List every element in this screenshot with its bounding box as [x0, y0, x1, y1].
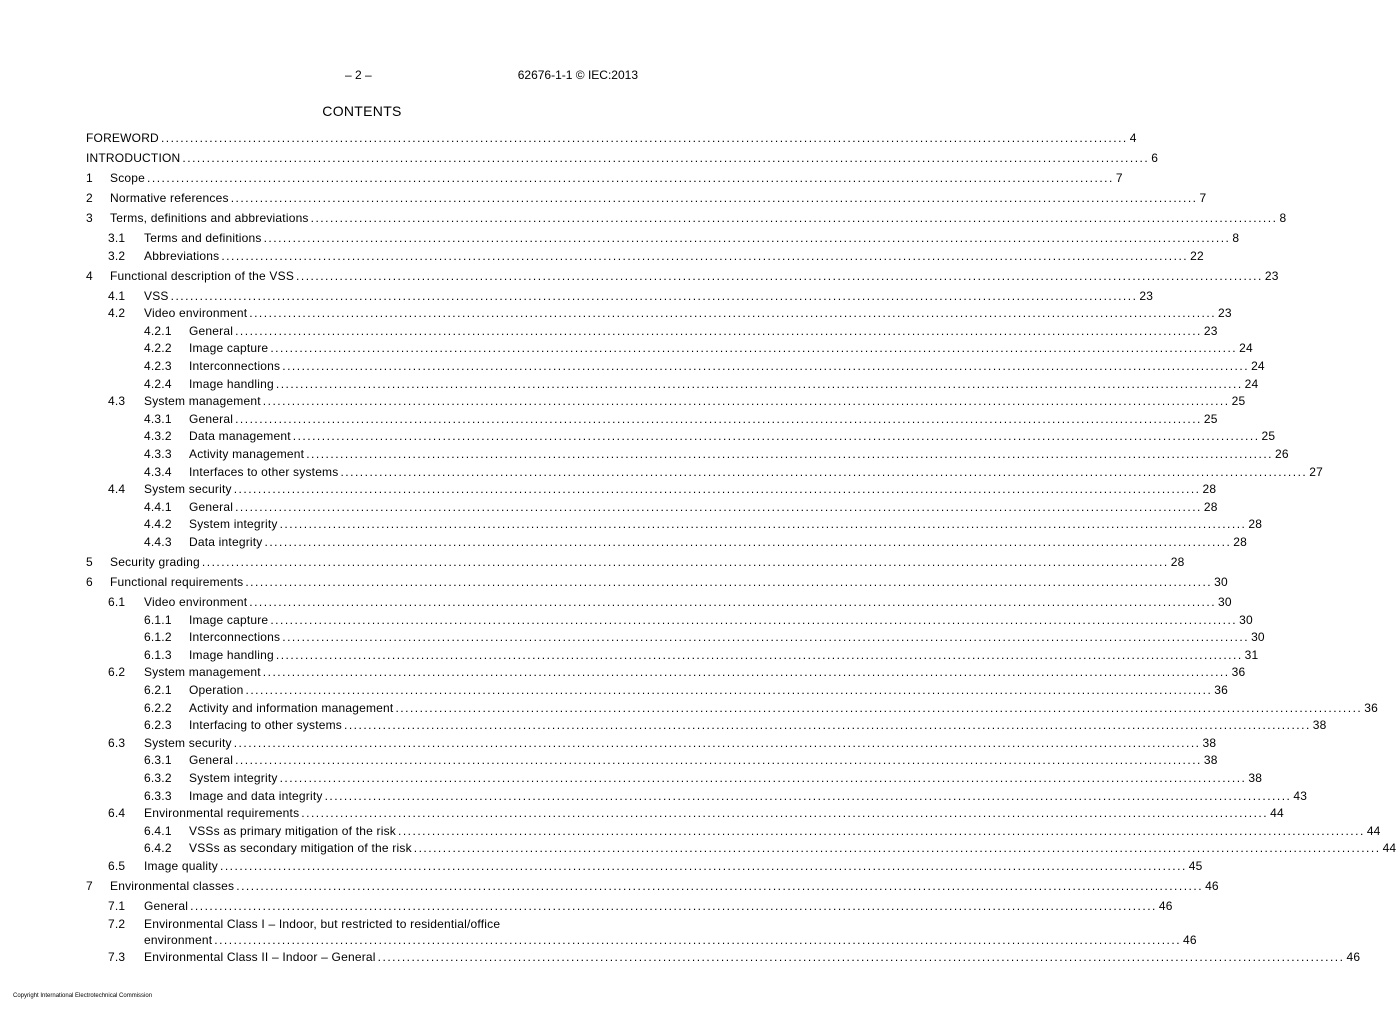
dot-leader: ........................................................................................................................................................................................................ [292, 429, 1260, 444]
dot-leader: ........................................................................................................................................................................................................ [282, 359, 1250, 373]
toc-entry-page: 36 [1364, 700, 1378, 715]
toc-entry[interactable] [86, 898, 1173, 914]
dot-leader: ........................................................................................................................................................................................................ [236, 879, 1204, 893]
copyright-footer: Copyright International Electrotechnical Commission [13, 993, 153, 999]
toc-entry-page: 8 [1232, 231, 1240, 245]
toc-entry-title: Activity and information management [189, 700, 394, 715]
toc-entry[interactable] [86, 574, 1228, 590]
toc-entry-page: 46 [1183, 932, 1197, 947]
toc-entry-page: 23 [1139, 288, 1154, 303]
toc-entry-number: 6.3.1 [144, 753, 172, 768]
toc-entry-number: 6.3.3 [144, 788, 172, 803]
toc-entry-title: Image handling [189, 647, 274, 662]
toc-entry-title: Video environment [144, 595, 248, 609]
toc-entry[interactable] [86, 629, 1265, 645]
toc-entry-page: 24 [1251, 359, 1265, 373]
toc-entry-page: 7 [1115, 171, 1123, 185]
toc-entry-number: 4.3 [108, 394, 126, 409]
toc-entry-page: 44 [1270, 806, 1284, 821]
toc-entry[interactable] [86, 805, 1284, 821]
toc-entry[interactable] [86, 612, 1253, 628]
toc-entry-page: 30 [1214, 575, 1228, 589]
toc-entry-page: 25 [1203, 411, 1218, 426]
toc-entry[interactable] [86, 752, 1218, 768]
toc-entry-number: 4.4.1 [144, 499, 172, 514]
toc-entry[interactable] [86, 499, 1218, 515]
toc-entry-number: 6.2.2 [144, 700, 172, 715]
toc-entry[interactable] [86, 190, 1207, 206]
toc-entry-title: Terms, definitions and abbreviations [110, 211, 309, 225]
toc-entry[interactable] [86, 516, 1263, 532]
contents-title: CONTENTS [322, 103, 402, 119]
dot-leader: ........................................................................................................................................................................................................ [233, 482, 1201, 497]
toc-entry-title-continued: environment [144, 932, 213, 947]
toc-entry-title: Environmental Class I – Indoor, but restricted to residential/office [144, 916, 501, 931]
toc-entry-title: General [189, 753, 234, 768]
toc-entry-title: VSSs as primary mitigation of the risk [189, 823, 397, 838]
toc-entry-title: Environmental Class II – Indoor – General [144, 950, 376, 965]
toc-entry-page: 46 [1346, 950, 1361, 965]
dot-leader: ........................................................................................................................................................................................................ [270, 341, 1238, 356]
toc-entry-page: 23 [1203, 323, 1218, 338]
toc-entry-page: 28 [1202, 482, 1217, 497]
dot-leader: ........................................................................................................................................................................................................ [249, 306, 1217, 321]
toc-entry-number: 4.2.1 [144, 323, 172, 338]
dot-leader: ........................................................................................................................................................................................................ [310, 211, 1278, 225]
toc-entry-page: 46 [1158, 899, 1173, 913]
dot-leader: ........................................................................................................................................................................................................ [219, 859, 1187, 873]
toc-entry[interactable] [86, 288, 1154, 304]
dot-leader: ........................................................................................................................................................................................................ [395, 700, 1363, 715]
toc-entry-number: 6.1 [108, 595, 126, 609]
toc-entry-number: 3.1 [108, 231, 126, 245]
toc-entry-page: 45 [1188, 859, 1203, 873]
toc-entry-page: 7 [1199, 191, 1207, 205]
toc-entry-title: System integrity [189, 771, 278, 785]
dot-leader: ........................................................................................................................................................................................................ [344, 718, 1311, 733]
toc-entry[interactable] [86, 446, 1289, 462]
dot-leader: ........................................................................................................................................................................................................ [233, 735, 1201, 750]
toc-entry-number: 4.4.3 [144, 535, 172, 549]
toc-entry-page: 30 [1218, 595, 1232, 609]
toc-entry-title: Interconnections [189, 359, 281, 373]
toc-entry-number: 3.2 [108, 248, 126, 263]
toc-entry[interactable] [86, 534, 1248, 550]
toc-entry[interactable] [86, 170, 1123, 186]
toc-entry[interactable] [86, 393, 1246, 409]
toc-entry-number: 4.1 [108, 288, 126, 303]
toc-entry-title: FOREWORD [86, 131, 159, 145]
toc-entry-page: 30 [1251, 630, 1265, 645]
dot-leader: ........................................................................................................................................................................................................ [296, 268, 1263, 283]
toc-entry-title: Interconnections [189, 630, 281, 645]
toc-entry[interactable] [86, 481, 1217, 497]
dot-leader: ........................................................................................................................................................................................................ [182, 151, 1150, 165]
toc-entry-number: 6.5 [108, 859, 126, 873]
toc-entry[interactable] [86, 376, 1259, 392]
dot-leader: ........................................................................................................................................................................................................ [340, 464, 1308, 479]
toc-entry-title: System security [144, 482, 232, 497]
toc-entry-page: 36 [1214, 683, 1229, 697]
toc-entry-number: 7.3 [108, 950, 126, 965]
toc-entry[interactable] [86, 210, 1287, 226]
toc-entry-title: INTRODUCTION [86, 151, 181, 165]
toc-entry[interactable] [86, 554, 1185, 570]
dot-leader: ........................................................................................................................................................................................................ [201, 555, 1169, 569]
toc-entry-page: 23 [1218, 306, 1232, 321]
toc-entry[interactable] [86, 700, 1378, 716]
toc-entry-page: 8 [1279, 211, 1287, 225]
toc-entry-page: 43 [1293, 788, 1308, 803]
toc-entry-number: 4.2 [108, 306, 126, 321]
toc-entry-number: 6.4.2 [144, 841, 172, 856]
toc-entry-number: 6.3 [108, 735, 126, 750]
toc-entry-page: 38 [1203, 753, 1218, 768]
dot-leader: ........................................................................................................................................................................................................ [160, 131, 1128, 145]
toc-entry-page: 28 [1233, 535, 1248, 549]
toc-entry-page: 28 [1248, 517, 1263, 532]
toc-entry-title: Operation [189, 683, 244, 697]
toc-entry[interactable] [86, 664, 1246, 680]
dot-leader: ........................................................................................................................................................................................................ [170, 288, 1138, 303]
toc-entry-page: 36 [1231, 665, 1246, 680]
dot-leader: ........................................................................................................................................................................................................ [275, 376, 1243, 391]
dot-leader: ........................................................................................................................................................................................................ [275, 647, 1243, 662]
toc-entry-number: 4.2.3 [144, 359, 172, 373]
toc-entry[interactable] [86, 248, 1204, 264]
toc-entry-page: 30 [1239, 612, 1253, 627]
toc-entry-number: 6.2.3 [144, 718, 172, 733]
toc-entry-title: Image handling [189, 376, 274, 391]
dot-leader: ........................................................................................................................................................................................................ [270, 612, 1238, 627]
toc-entry[interactable] [86, 916, 1197, 948]
toc-entry[interactable] [86, 682, 1229, 698]
dot-leader: ........................................................................................................................................................................................................ [190, 899, 1157, 913]
toc-entry-page: 38 [1248, 771, 1263, 785]
dot-leader: ........................................................................................................................................................................................................ [235, 499, 1202, 514]
toc-entry-number: 3 [86, 211, 93, 225]
toc-entry-number: 4.4 [108, 482, 126, 497]
toc-entry-title: General [189, 411, 234, 426]
toc-entry[interactable] [86, 858, 1203, 874]
toc-entry-page: 24 [1239, 341, 1253, 356]
toc-entry-page: 28 [1203, 499, 1218, 514]
toc-entry-title: Image capture [189, 341, 269, 356]
toc-entry-page: 25 [1231, 394, 1246, 409]
toc-entry-title: Interfacing to other systems [189, 718, 342, 733]
toc-entry-page: 22 [1190, 248, 1204, 263]
toc-entry-number: 6.4.1 [144, 823, 172, 838]
dot-leader: ........................................................................................................................................................................................................ [398, 823, 1365, 838]
toc-entry[interactable] [86, 788, 1308, 804]
toc-entry[interactable] [86, 717, 1327, 733]
toc-entry[interactable] [86, 340, 1253, 356]
toc-entry-page: 27 [1309, 464, 1324, 479]
toc-entry-title: System security [144, 735, 232, 750]
toc-entry-page: 25 [1261, 429, 1276, 444]
dot-leader: ........................................................................................................................................................................................................ [413, 841, 1381, 856]
toc-entry-page: 38 [1312, 718, 1327, 733]
toc-entry[interactable] [86, 735, 1217, 751]
toc-entry-title: Normative references [110, 191, 229, 205]
toc-entry-page: 6 [1151, 151, 1159, 165]
dot-leader: ........................................................................................................................................................................................................ [147, 171, 1114, 185]
dot-leader: ........................................................................................................................................................................................................ [245, 683, 1213, 697]
toc-entry-title: Data management [189, 429, 291, 444]
toc-entry-number: 6.2 [108, 665, 126, 680]
toc-entry-number: 6 [86, 575, 93, 589]
toc-entry[interactable] [86, 268, 1279, 284]
dot-leader: ........................................................................................................................................................................................................ [306, 447, 1273, 461]
toc-entry-title: Video environment [144, 306, 248, 321]
toc-entry-title: Terms and definitions [144, 231, 262, 245]
toc-entry-title: Environmental requirements [144, 806, 300, 821]
toc-entry-title: System management [144, 394, 261, 409]
toc-entry[interactable] [86, 130, 1137, 146]
toc-entry-page: 28 [1170, 555, 1185, 569]
toc-entry-page: 26 [1274, 447, 1289, 461]
toc-entry-page: 23 [1264, 268, 1279, 283]
toc-entry-title: Functional description of the VSS [110, 268, 295, 283]
toc-entry-page: 46 [1205, 879, 1219, 893]
dot-leader: ........................................................................................................................................................................................................ [221, 248, 1189, 263]
toc-entry-number: 1 [86, 171, 93, 185]
toc-entry[interactable] [86, 358, 1265, 374]
toc-entry[interactable] [86, 305, 1232, 321]
toc-entry-title: Activity management [189, 447, 305, 461]
dot-leader: ........................................................................................................................................................................................................ [282, 630, 1250, 645]
toc-entry-title: Data integrity [189, 535, 263, 549]
toc-entry-number: 4.4.2 [144, 517, 172, 532]
toc-entry-number: 2 [86, 191, 93, 205]
toc-entry-number: 4.2.4 [144, 376, 172, 391]
dot-leader: ........................................................................................................................................................................................................ [301, 806, 1269, 821]
toc-entry-number: 4 [86, 268, 93, 283]
toc-entry-number: 6.4 [108, 806, 126, 821]
dot-leader: ........................................................................................................................................................................................................ [263, 231, 1231, 245]
toc-entry[interactable] [86, 878, 1219, 894]
toc-entry-title: Image quality [144, 859, 218, 873]
toc-entry[interactable] [86, 150, 1159, 166]
toc-entry[interactable] [86, 594, 1232, 610]
toc-entry-page: 44 [1382, 841, 1396, 856]
toc-entry-title: Scope [110, 171, 146, 185]
toc-entry-title: VSSs as secondary mitigation of the risk [189, 841, 412, 856]
toc-entry-title: Abbreviations [144, 248, 220, 263]
toc-entry-title: Image and data integrity [189, 788, 323, 803]
dot-leader: ........................................................................................................................................................................................................ [230, 191, 1198, 205]
toc-entry[interactable] [86, 230, 1240, 246]
toc-entry-title: Image capture [189, 612, 269, 627]
toc-entry-page: 31 [1244, 647, 1259, 662]
document-identifier: 62676-1-1 © IEC:2013 [517, 68, 638, 82]
dot-leader: ........................................................................................................................................................................................................ [262, 665, 1230, 680]
dot-leader: ........................................................................................................................................................................................................ [249, 595, 1217, 609]
toc-entry-title: System integrity [189, 517, 278, 532]
toc-entry-title: General [189, 323, 234, 338]
dot-leader: ........................................................................................................................................................................................................ [377, 950, 1345, 965]
toc-entry-title: Environmental classes [110, 879, 235, 893]
dot-leader: ........................................................................................................................................................................................................ [264, 535, 1232, 549]
toc-entry[interactable] [86, 323, 1218, 339]
dot-leader: ........................................................................................................................................................................................................ [235, 411, 1202, 426]
toc-entry-number: 7.1 [108, 899, 126, 913]
toc-entry[interactable] [86, 949, 1361, 965]
dot-leader: ........................................................................................................................................................................................................ [279, 771, 1247, 785]
toc-entry-page: 4 [1129, 131, 1137, 145]
toc-entry-title: Interfaces to other systems [189, 464, 339, 479]
toc-entry-number: 4.3.3 [144, 447, 172, 461]
toc-entry-number: 4.3.1 [144, 411, 172, 426]
toc-entry[interactable] [86, 823, 1381, 839]
dot-leader: ........................................................................................................................................................................................................ [324, 788, 1292, 803]
dot-leader: ........................................................................................................................................................................................................ [235, 753, 1202, 768]
toc-entry-number: 4.3.4 [144, 464, 172, 479]
dot-leader: ........................................................................................................................................................................................................ [235, 323, 1202, 338]
toc-entry-title: Security grading [110, 555, 200, 569]
toc-entry-title: General [189, 499, 234, 514]
toc-entry-number: 7 [86, 879, 93, 893]
toc-entry-number: 6.2.1 [144, 683, 172, 697]
toc-entry[interactable] [86, 770, 1263, 786]
toc-entry[interactable] [86, 464, 1324, 480]
toc-entry[interactable] [86, 840, 1396, 856]
toc-entry-number: 6.1.2 [144, 630, 172, 645]
toc-entry-number: 6.1.3 [144, 647, 172, 662]
toc-entry-number: 5 [86, 555, 93, 569]
toc-entry-title: System management [144, 665, 261, 680]
toc-entry-page: 24 [1244, 376, 1259, 391]
dot-leader: ........................................................................................................................................................................................................ [279, 517, 1247, 532]
toc-entry-number: 4.2.2 [144, 341, 172, 356]
toc-entry-title: Functional requirements [110, 575, 244, 589]
toc-entry[interactable] [86, 647, 1259, 663]
toc-entry-number: 4.3.2 [144, 429, 172, 444]
toc-entry-page: 38 [1202, 735, 1217, 750]
toc-entry-number: 7.2 [108, 916, 126, 931]
dot-leader: ........................................................................................................................................................................................................ [262, 394, 1230, 409]
toc-entry[interactable] [86, 411, 1218, 427]
toc-entry[interactable] [86, 428, 1276, 444]
dot-leader: ........................................................................................................................................................................................................ [245, 575, 1213, 589]
toc-entry-page: 44 [1366, 823, 1381, 838]
toc-entry-title: General [144, 899, 189, 913]
toc-entry-number: 6.1.1 [144, 612, 172, 627]
toc-entry-number: 6.3.2 [144, 771, 172, 785]
dot-leader: ........................................................................................................................................................................................................ [214, 932, 1182, 947]
toc-entry-title: VSS [144, 288, 169, 303]
page-number: – 2 – [345, 68, 372, 82]
